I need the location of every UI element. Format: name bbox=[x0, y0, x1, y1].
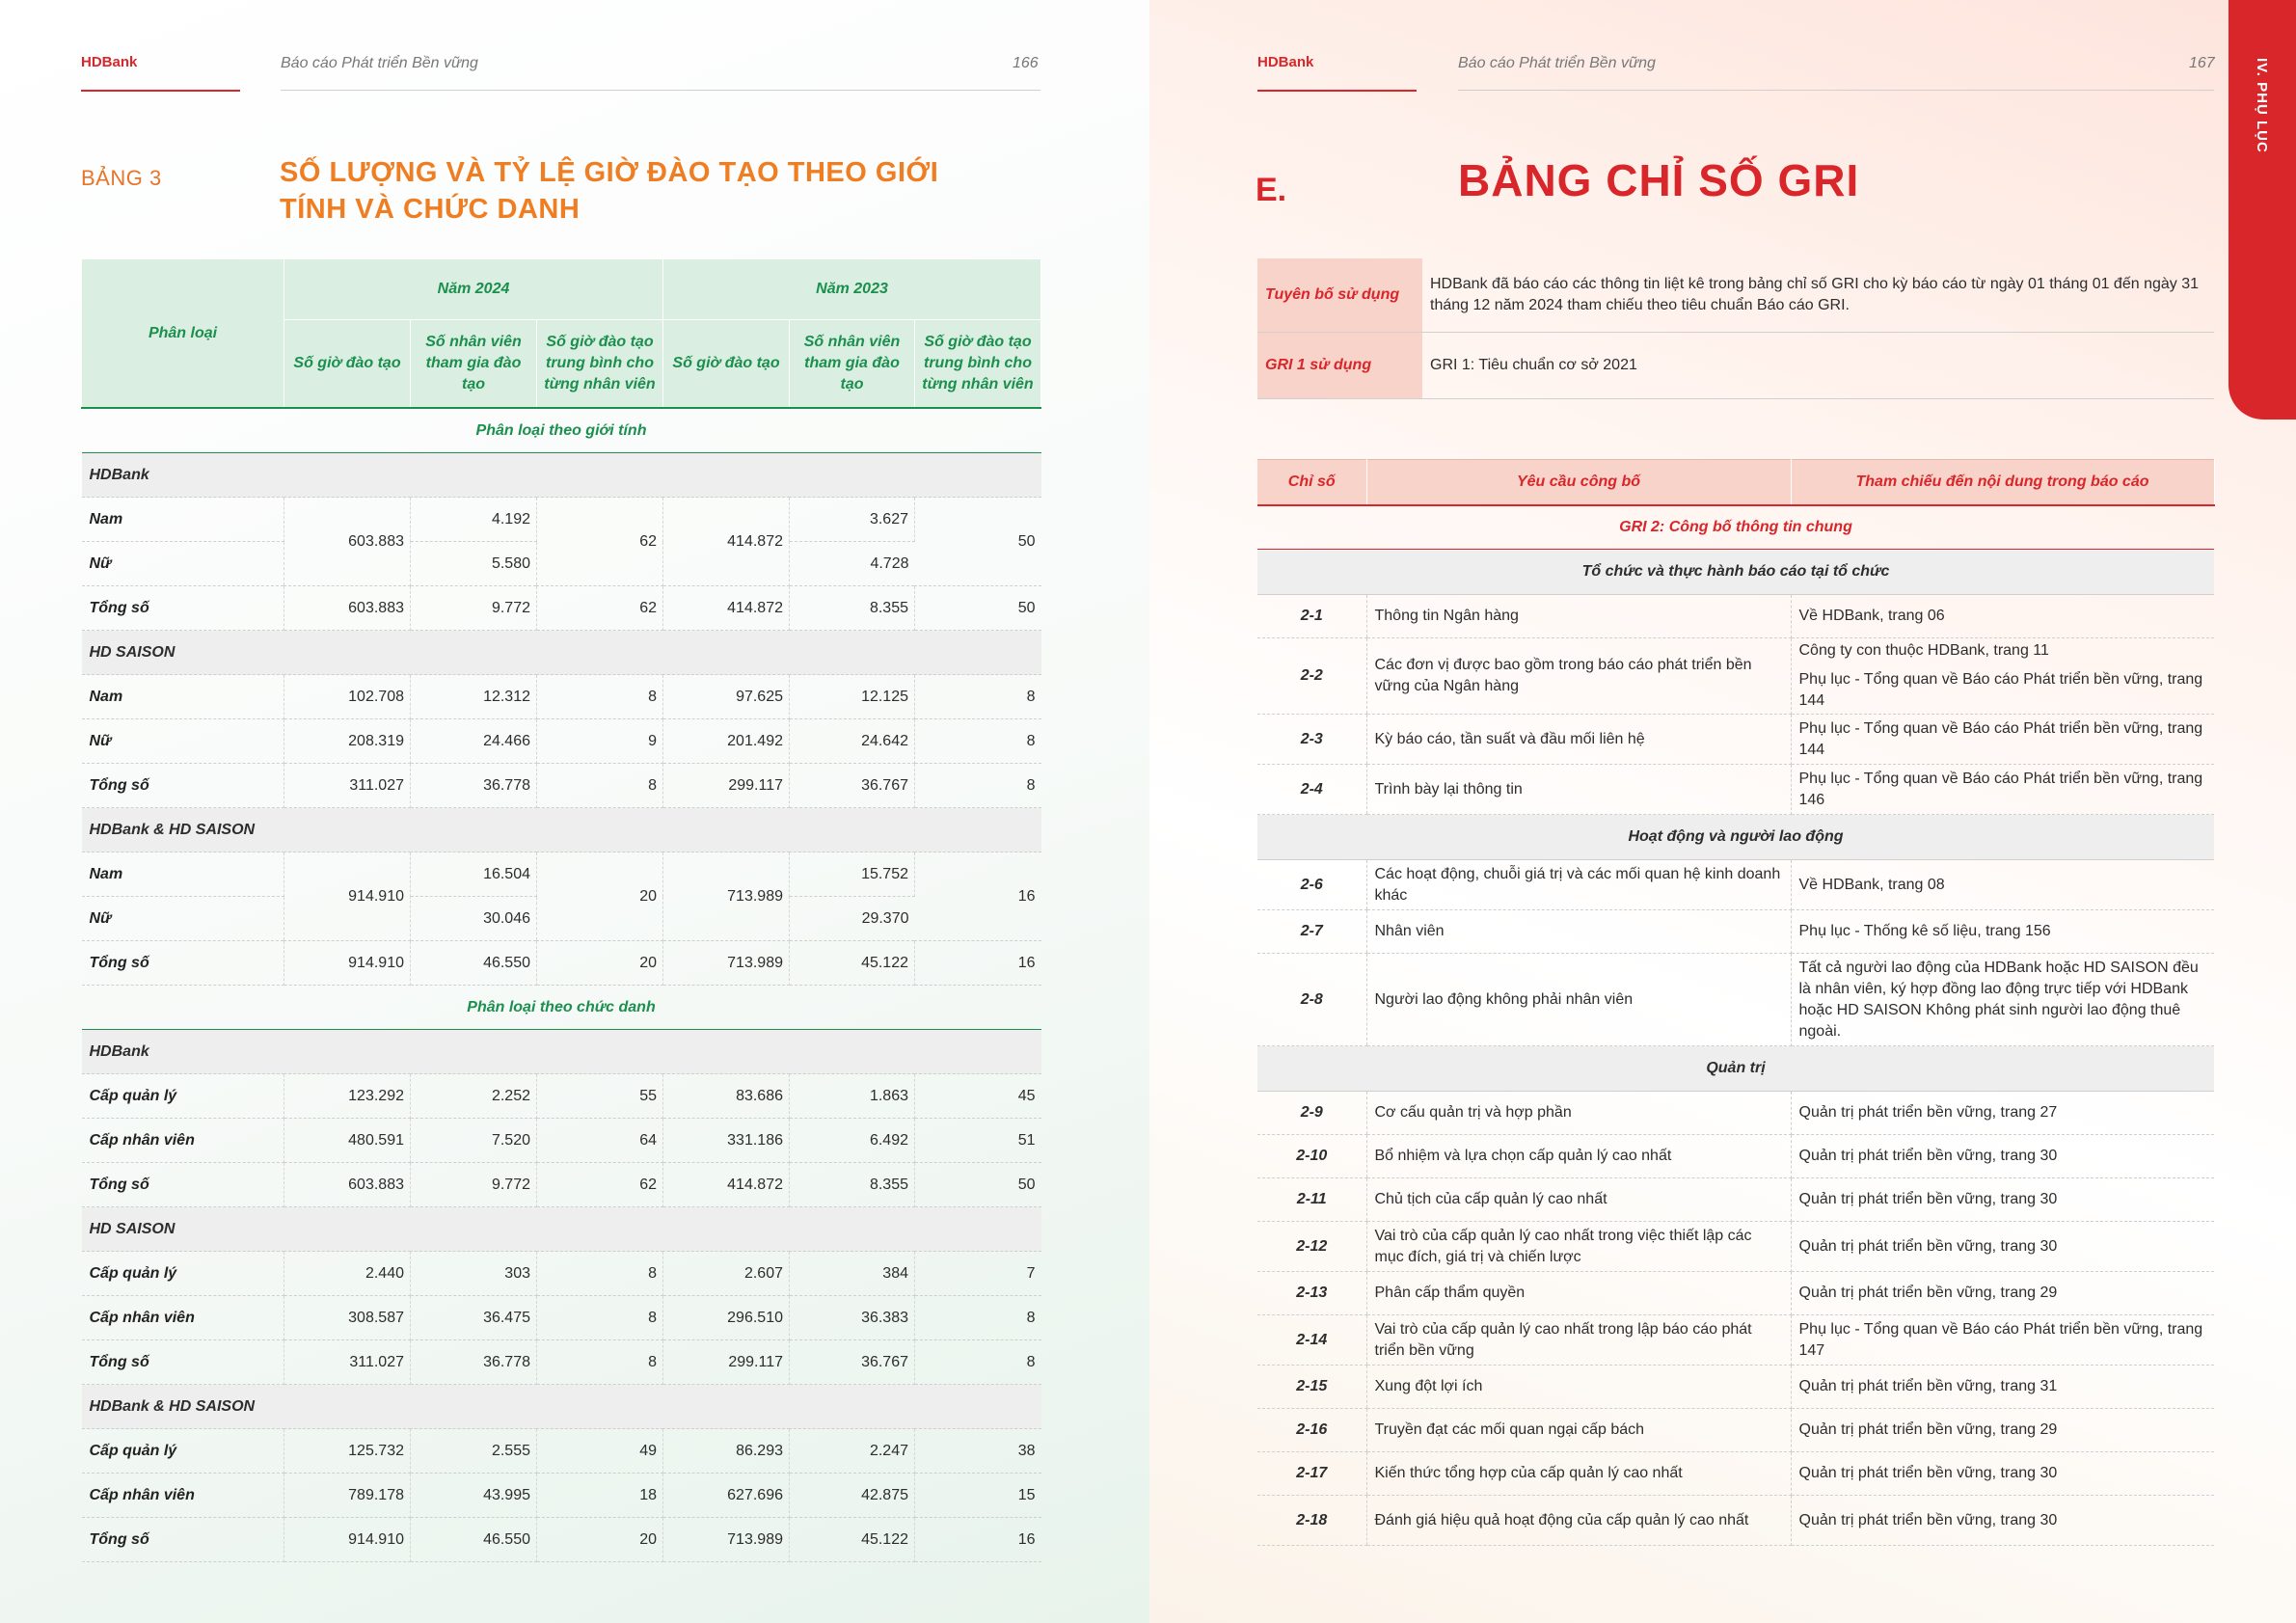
brand-underline bbox=[1257, 90, 1417, 92]
table-cell: 201.492 bbox=[663, 719, 790, 764]
row-label: Cấp quản lý bbox=[82, 1252, 284, 1296]
statement-value: HDBank đã báo cáo các thông tin liệt kê trong bảng chỉ số GRI cho kỳ báo cáo từ ngày 01 tháng 01 đến ngày 31 tháng 12 năm 2024 tham chiếu theo tiêu chuẩn Báo cáo GRI. bbox=[1422, 258, 2214, 333]
gri-row bbox=[1257, 595, 2214, 638]
table-cell: 8 bbox=[537, 675, 663, 719]
gri-reference-cell bbox=[1791, 1272, 2214, 1315]
gri-requirement: Phân cấp thẩm quyền bbox=[1366, 1272, 1791, 1315]
table-cell: 2.247 bbox=[790, 1429, 915, 1474]
gri-row bbox=[1257, 860, 2214, 910]
table-row bbox=[82, 1163, 1041, 1207]
gri-reference: Quản trị phát triển bền vững, trang 30 bbox=[1798, 1511, 2058, 1528]
gri-reference-cell bbox=[1791, 1092, 2214, 1135]
group-row bbox=[82, 1385, 1041, 1429]
table-cell: 16 bbox=[915, 1518, 1041, 1562]
table-cell: 1.863 bbox=[790, 1074, 915, 1119]
gri-row bbox=[1257, 1366, 2214, 1409]
table-cell: 603.883 bbox=[284, 1163, 411, 1207]
table-row bbox=[82, 852, 1041, 897]
table-cell: 8 bbox=[915, 1296, 1041, 1340]
gri-row bbox=[1257, 765, 2214, 815]
row-label: Nữ bbox=[82, 719, 284, 764]
table-cell: 50 bbox=[915, 498, 1041, 586]
table-row bbox=[82, 1119, 1041, 1163]
group-name: HDBank & HD SAISON bbox=[82, 808, 1041, 852]
table-cell: 29.370 bbox=[790, 897, 915, 941]
table-cell: 36.383 bbox=[790, 1296, 915, 1340]
gri-row bbox=[1257, 954, 2214, 1046]
gri-reference: Phụ lục - Thống kê số liệu, trang 156 bbox=[1798, 923, 2051, 939]
col-hours: Số giờ đào tạo bbox=[663, 320, 790, 409]
table-cell: 8 bbox=[915, 764, 1041, 808]
table-cell: 303 bbox=[411, 1252, 537, 1296]
table-cell: 16 bbox=[915, 852, 1041, 941]
table-cell: 36.767 bbox=[790, 1340, 915, 1385]
table-cell: 8.355 bbox=[790, 1163, 915, 1207]
table-cell: 208.319 bbox=[284, 719, 411, 764]
table-cell: 62 bbox=[537, 498, 663, 586]
table-cell: 2.555 bbox=[411, 1429, 537, 1474]
gri-requirement: Các hoạt động, chuỗi giá trị và các mối quan hệ kinh doanh khác bbox=[1366, 860, 1791, 910]
group-name: HD SAISON bbox=[82, 631, 1041, 675]
gri-row bbox=[1257, 1135, 2214, 1178]
gri-index-table bbox=[1257, 459, 2215, 1546]
gri-requirement: Các đơn vị được bao gồm trong báo cáo phát triển bền vững của Ngân hàng bbox=[1366, 638, 1791, 715]
report-title: Báo cáo Phát triển Bền vững bbox=[281, 55, 478, 71]
gri-reference-cell bbox=[1791, 1222, 2214, 1272]
table-cell: 20 bbox=[537, 1518, 663, 1562]
gri-row bbox=[1257, 1222, 2214, 1272]
gri-index: 2-18 bbox=[1257, 1496, 1366, 1546]
table-cell: 8 bbox=[537, 764, 663, 808]
table-cell: 3.627 bbox=[790, 498, 915, 542]
gri-requirement: Kiến thức tổng hợp của cấp quản lý cao nhất bbox=[1366, 1452, 1791, 1496]
gri-reference-cell bbox=[1791, 860, 2214, 910]
subsection-title: Quản trị bbox=[1257, 1046, 2214, 1092]
table-row bbox=[82, 1252, 1041, 1296]
table-cell: 8 bbox=[537, 1252, 663, 1296]
table-cell: 2.252 bbox=[411, 1074, 537, 1119]
table-cell: 299.117 bbox=[663, 1340, 790, 1385]
statement-key: Tuyên bố sử dụng bbox=[1257, 258, 1422, 333]
table-cell: 8 bbox=[537, 1296, 663, 1340]
gri-reference: Phụ lục - Tổng quan về Báo cáo Phát triển bền vững, trang 146 bbox=[1798, 770, 2203, 808]
table-cell: 83.686 bbox=[663, 1074, 790, 1119]
gri-row bbox=[1257, 715, 2214, 765]
gri-reference-cell bbox=[1791, 1496, 2214, 1546]
gri-reference: Quản trị phát triển bền vững, trang 27 bbox=[1798, 1104, 2058, 1121]
gri-reference: Quản trị phát triển bền vững, trang 30 bbox=[1798, 1191, 2058, 1207]
gri-reference-cell bbox=[1791, 1135, 2214, 1178]
page-number: 167 bbox=[2189, 55, 2215, 71]
subsection-row bbox=[1257, 815, 2214, 860]
gri-requirement: Xung đột lợi ích bbox=[1366, 1366, 1791, 1409]
brand-logo: HDBank bbox=[1257, 54, 1314, 70]
gri1-key: GRI 1 sử dụng bbox=[1257, 333, 1422, 399]
col-year-2023: Năm 2023 bbox=[663, 259, 1041, 320]
col-participants: Số nhân viên tham gia đào tạo bbox=[790, 320, 915, 409]
row-label: Tổng số bbox=[82, 1518, 284, 1562]
table-row bbox=[82, 1296, 1041, 1340]
table-cell: 36.778 bbox=[411, 764, 537, 808]
header-divider bbox=[281, 90, 1040, 91]
gri-index: 2-4 bbox=[1257, 765, 1366, 815]
table-cell: 50 bbox=[915, 586, 1041, 631]
table-cell: 97.625 bbox=[663, 675, 790, 719]
table-cell: 480.591 bbox=[284, 1119, 411, 1163]
gri-requirement: Chủ tịch của cấp quản lý cao nhất bbox=[1366, 1178, 1791, 1222]
gri-reference: Quản trị phát triển bền vững, trang 29 bbox=[1798, 1421, 2058, 1438]
gri-reference: Phụ lục - Tổng quan về Báo cáo Phát triển bền vững, trang 147 bbox=[1798, 1320, 2203, 1359]
brand-logo: HDBank bbox=[81, 54, 138, 70]
table-row bbox=[82, 1518, 1041, 1562]
group-row bbox=[82, 1030, 1041, 1074]
table-cell: 64 bbox=[537, 1119, 663, 1163]
page-number: 166 bbox=[1013, 55, 1039, 71]
table-cell: 46.550 bbox=[411, 941, 537, 986]
table-cell: 9.772 bbox=[411, 1163, 537, 1207]
report-title: Báo cáo Phát triển Bền vững bbox=[1458, 55, 1656, 71]
col-avg-hours: Số giờ đào tạo trung bình cho từng nhân viên bbox=[537, 320, 663, 409]
gri-index: 2-12 bbox=[1257, 1222, 1366, 1272]
gri-index: 2-7 bbox=[1257, 910, 1366, 954]
gri-reference: Quản trị phát triển bền vững, trang 31 bbox=[1798, 1378, 2058, 1394]
table-cell: 414.872 bbox=[663, 586, 790, 631]
group-row bbox=[82, 1207, 1041, 1252]
table-cell: 713.989 bbox=[663, 941, 790, 986]
table-cell: 12.312 bbox=[411, 675, 537, 719]
gri-index: 2-15 bbox=[1257, 1366, 1366, 1409]
table-cell: 15 bbox=[915, 1474, 1041, 1518]
group-name: HDBank & HD SAISON bbox=[82, 1385, 1041, 1429]
gri-requirement: Trình bày lại thông tin bbox=[1366, 765, 1791, 815]
gri-index: 2-1 bbox=[1257, 595, 1366, 638]
table-cell: 62 bbox=[537, 1163, 663, 1207]
section-letter: E. bbox=[1256, 172, 1287, 208]
col-participants: Số nhân viên tham gia đào tạo bbox=[411, 320, 537, 409]
table-cell: 713.989 bbox=[663, 1518, 790, 1562]
gri-reference: Phụ lục - Tổng quan về Báo cáo Phát triển bền vững, trang 144 bbox=[1798, 719, 2203, 758]
table-cell: 5.580 bbox=[411, 542, 537, 586]
table-cell: 713.989 bbox=[663, 852, 790, 941]
table-cell: 30.046 bbox=[411, 897, 537, 941]
gri-requirement: Đánh giá hiệu quả hoạt động của cấp quản lý cao nhất bbox=[1366, 1496, 1791, 1546]
gri-requirement: Vai trò của cấp quản lý cao nhất trong lập báo cáo phát triển bền vững bbox=[1366, 1315, 1791, 1366]
table-cell: 2.440 bbox=[284, 1252, 411, 1296]
group-name: HDBank bbox=[82, 1030, 1041, 1074]
row-label: Cấp quản lý bbox=[82, 1074, 284, 1119]
table-cell: 15.752 bbox=[790, 852, 915, 897]
gri-index: 2-6 bbox=[1257, 860, 1366, 910]
col-reference: Tham chiếu đến nội dung trong báo cáo bbox=[1791, 460, 2214, 506]
group-row bbox=[82, 808, 1041, 852]
table-cell: 914.910 bbox=[284, 1518, 411, 1562]
table-cell: 51 bbox=[915, 1119, 1041, 1163]
table-row bbox=[82, 1429, 1041, 1474]
row-label: Tổng số bbox=[82, 586, 284, 631]
gri-row bbox=[1257, 1409, 2214, 1452]
row-label: Nam bbox=[82, 498, 284, 542]
gri-reference-cell bbox=[1791, 954, 2214, 1046]
gri1-value: GRI 1: Tiêu chuẩn cơ sở 2021 bbox=[1422, 333, 2214, 399]
gri-reference: Về HDBank, trang 08 bbox=[1798, 876, 1945, 893]
gri-reference: Về HDBank, trang 06 bbox=[1798, 608, 1945, 624]
gri-requirement: Thông tin Ngân hàng bbox=[1366, 595, 1791, 638]
col-year-2024: Năm 2024 bbox=[284, 259, 663, 320]
gri-requirement: Vai trò của cấp quản lý cao nhất trong việc thiết lập các mục đích, giá trị và chiến lược bbox=[1366, 1222, 1791, 1272]
table-cell: 36.778 bbox=[411, 1340, 537, 1385]
gri-row bbox=[1257, 1496, 2214, 1546]
table-cell: 24.642 bbox=[790, 719, 915, 764]
gri-index: 2-2 bbox=[1257, 638, 1366, 715]
col-hours: Số giờ đào tạo bbox=[284, 320, 411, 409]
row-label: Cấp nhân viên bbox=[82, 1119, 284, 1163]
gri-index: 2-13 bbox=[1257, 1272, 1366, 1315]
gri-reference-cell bbox=[1791, 595, 2214, 638]
col-avg-hours: Số giờ đào tạo trung bình cho từng nhân viên bbox=[915, 320, 1041, 409]
gri-index: 2-16 bbox=[1257, 1409, 1366, 1452]
table-row bbox=[82, 498, 1041, 542]
subsection-row bbox=[1257, 550, 2214, 595]
col-requirement: Yêu cầu công bố bbox=[1366, 460, 1791, 506]
row-label: Tổng số bbox=[82, 1163, 284, 1207]
table-cell: 18 bbox=[537, 1474, 663, 1518]
table-cell: 7 bbox=[915, 1252, 1041, 1296]
subsection-title: Hoạt động và người lao động bbox=[1257, 815, 2214, 860]
table-cell: 331.186 bbox=[663, 1119, 790, 1163]
table-cell: 50 bbox=[915, 1163, 1041, 1207]
col-index: Chỉ số bbox=[1257, 460, 1366, 506]
table-cell: 43.995 bbox=[411, 1474, 537, 1518]
gri-row bbox=[1257, 1452, 2214, 1496]
gri-requirement: Truyền đạt các mối quan ngại cấp bách bbox=[1366, 1409, 1791, 1452]
table-cell: 384 bbox=[790, 1252, 915, 1296]
header-divider bbox=[1458, 90, 2214, 91]
gri-requirement: Nhân viên bbox=[1366, 910, 1791, 954]
section-row bbox=[82, 986, 1041, 1030]
col-category: Phân loại bbox=[82, 259, 284, 409]
table-cell: 46.550 bbox=[411, 1518, 537, 1562]
table-cell: 45.122 bbox=[790, 941, 915, 986]
table-cell: 914.910 bbox=[284, 852, 411, 941]
training-hours-table bbox=[81, 258, 1041, 1562]
gri-index: 2-17 bbox=[1257, 1452, 1366, 1496]
table-cell: 299.117 bbox=[663, 764, 790, 808]
table-cell: 6.492 bbox=[790, 1119, 915, 1163]
row-label: Nữ bbox=[82, 542, 284, 586]
gri-reference: Tất cả người lao động của HDBank hoặc HD SAISON đều là nhân viên, ký hợp đồng lao động trực tiếp với HDBank hoặc HD SAISON Không phát sinh người lao động thuê ngoài. bbox=[1798, 959, 2199, 1040]
table-row bbox=[82, 941, 1041, 986]
section-row bbox=[82, 408, 1041, 453]
row-label: Tổng số bbox=[82, 941, 284, 986]
gri-requirement: Bổ nhiệm và lựa chọn cấp quản lý cao nhất bbox=[1366, 1135, 1791, 1178]
gri-statement-table bbox=[1257, 258, 2214, 399]
section-title: Phân loại theo chức danh bbox=[82, 986, 1041, 1030]
group-row bbox=[82, 631, 1041, 675]
gri-reference: Quản trị phát triển bền vững, trang 30 bbox=[1798, 1465, 2058, 1481]
row-label: Cấp quản lý bbox=[82, 1429, 284, 1474]
page-title: SỐ LƯỢNG VÀ TỶ LỆ GIỜ ĐÀO TẠO THEO GIỚI TÍNH VÀ CHỨC DANH bbox=[280, 157, 939, 225]
table-cell: 12.125 bbox=[790, 675, 915, 719]
row-label: Nam bbox=[82, 852, 284, 897]
gri-reference-cell bbox=[1791, 910, 2214, 954]
table-cell: 627.696 bbox=[663, 1474, 790, 1518]
gri-reference-cell bbox=[1791, 638, 2214, 715]
gri-reference-cell bbox=[1791, 1366, 2214, 1409]
table-cell: 8 bbox=[915, 675, 1041, 719]
table-cell: 4.728 bbox=[790, 542, 915, 586]
gri-index: 2-8 bbox=[1257, 954, 1366, 1046]
page-title: BẢNG CHỈ SỐ GRI bbox=[1458, 155, 1860, 205]
gri-row bbox=[1257, 1178, 2214, 1222]
gri-reference: Quản trị phát triển bền vững, trang 29 bbox=[1798, 1285, 2058, 1301]
gri-reference-cell bbox=[1791, 1315, 2214, 1366]
subsection-row bbox=[1257, 1046, 2214, 1092]
table-row bbox=[82, 719, 1041, 764]
table-cell: 49 bbox=[537, 1429, 663, 1474]
row-label: Tổng số bbox=[82, 1340, 284, 1385]
row-label: Tổng số bbox=[82, 764, 284, 808]
gri-index: 2-11 bbox=[1257, 1178, 1366, 1222]
gri-reference: Công ty con thuộc HDBank, trang 11 bbox=[1798, 642, 2049, 659]
table-cell: 789.178 bbox=[284, 1474, 411, 1518]
gri-reference-cell bbox=[1791, 765, 2214, 815]
gri-index: 2-14 bbox=[1257, 1315, 1366, 1366]
table-row bbox=[82, 1474, 1041, 1518]
gri-reference-secondary: Phụ lục - Tổng quan về Báo cáo Phát triển bền vững, trang 144 bbox=[1798, 671, 2203, 709]
section-side-tab[interactable] bbox=[2228, 0, 2296, 419]
table-cell: 16 bbox=[915, 941, 1041, 986]
gri-row bbox=[1257, 1315, 2214, 1366]
table-cell: 603.883 bbox=[284, 498, 411, 586]
table-row bbox=[82, 1074, 1041, 1119]
gri-row bbox=[1257, 638, 2214, 715]
gri-index: 2-9 bbox=[1257, 1092, 1366, 1135]
table-cell: 24.466 bbox=[411, 719, 537, 764]
group-name: HD SAISON bbox=[82, 1207, 1041, 1252]
table-cell: 45 bbox=[915, 1074, 1041, 1119]
gri-reference: Quản trị phát triển bền vững, trang 30 bbox=[1798, 1237, 2058, 1255]
subsection-title: Tổ chức và thực hành báo cáo tại tổ chức bbox=[1257, 550, 2214, 595]
table-cell: 311.027 bbox=[284, 1340, 411, 1385]
table-cell: 86.293 bbox=[663, 1429, 790, 1474]
table-cell: 38 bbox=[915, 1429, 1041, 1474]
table-cell: 414.872 bbox=[663, 1163, 790, 1207]
gri-index: 2-3 bbox=[1257, 715, 1366, 765]
gri-requirement: Người lao động không phải nhân viên bbox=[1366, 954, 1791, 1046]
table-cell: 914.910 bbox=[284, 941, 411, 986]
gri-row bbox=[1257, 1272, 2214, 1315]
gri-requirement: Cơ cấu quản trị và hợp phần bbox=[1366, 1092, 1791, 1135]
table-cell: 296.510 bbox=[663, 1296, 790, 1340]
table-cell: 8 bbox=[915, 1340, 1041, 1385]
gri-index: 2-10 bbox=[1257, 1135, 1366, 1178]
table-row bbox=[82, 764, 1041, 808]
table-row bbox=[82, 1340, 1041, 1385]
row-label: Cấp nhân viên bbox=[82, 1296, 284, 1340]
table-cell: 125.732 bbox=[284, 1429, 411, 1474]
table-cell: 311.027 bbox=[284, 764, 411, 808]
group-name: HDBank bbox=[82, 453, 1041, 498]
brand-underline bbox=[81, 90, 240, 92]
table-cell: 2.607 bbox=[663, 1252, 790, 1296]
table-label: BẢNG 3 bbox=[81, 166, 162, 190]
table-cell: 36.767 bbox=[790, 764, 915, 808]
table-cell: 55 bbox=[537, 1074, 663, 1119]
table-row bbox=[82, 675, 1041, 719]
right-page bbox=[1149, 0, 2296, 1623]
row-label: Nam bbox=[82, 675, 284, 719]
table-cell: 16.504 bbox=[411, 852, 537, 897]
gri-reference-cell bbox=[1791, 1178, 2214, 1222]
table-cell: 414.872 bbox=[663, 498, 790, 586]
gri-reference-cell bbox=[1791, 715, 2214, 765]
table-cell: 4.192 bbox=[411, 498, 537, 542]
table-cell: 20 bbox=[537, 852, 663, 941]
table-row bbox=[82, 586, 1041, 631]
section-title: Phân loại theo giới tính bbox=[82, 408, 1041, 453]
table-cell: 7.520 bbox=[411, 1119, 537, 1163]
table-cell: 8.355 bbox=[790, 586, 915, 631]
gri-section-title: GRI 2: Công bố thông tin chung bbox=[1257, 505, 2214, 550]
side-tab-label: IV. PHỤ LỤC bbox=[2254, 58, 2270, 153]
table-cell: 308.587 bbox=[284, 1296, 411, 1340]
table-cell: 36.475 bbox=[411, 1296, 537, 1340]
row-label: Nữ bbox=[82, 897, 284, 941]
table-cell: 102.708 bbox=[284, 675, 411, 719]
gri-requirement: Kỳ báo cáo, tần suất và đầu mối liên hệ bbox=[1366, 715, 1791, 765]
table-cell: 62 bbox=[537, 586, 663, 631]
table-cell: 45.122 bbox=[790, 1518, 915, 1562]
row-label: Cấp nhân viên bbox=[82, 1474, 284, 1518]
table-cell: 8 bbox=[537, 1340, 663, 1385]
gri-row bbox=[1257, 1092, 2214, 1135]
gri-row bbox=[1257, 910, 2214, 954]
table-cell: 603.883 bbox=[284, 586, 411, 631]
gri-reference-cell bbox=[1791, 1409, 2214, 1452]
gri-reference-cell bbox=[1791, 1452, 2214, 1496]
table-cell: 20 bbox=[537, 941, 663, 986]
table-cell: 9 bbox=[537, 719, 663, 764]
table-cell: 8 bbox=[915, 719, 1041, 764]
table-cell: 123.292 bbox=[284, 1074, 411, 1119]
gri-reference: Quản trị phát triển bền vững, trang 30 bbox=[1798, 1148, 2058, 1164]
table-cell: 42.875 bbox=[790, 1474, 915, 1518]
table-cell: 9.772 bbox=[411, 586, 537, 631]
group-row bbox=[82, 453, 1041, 498]
